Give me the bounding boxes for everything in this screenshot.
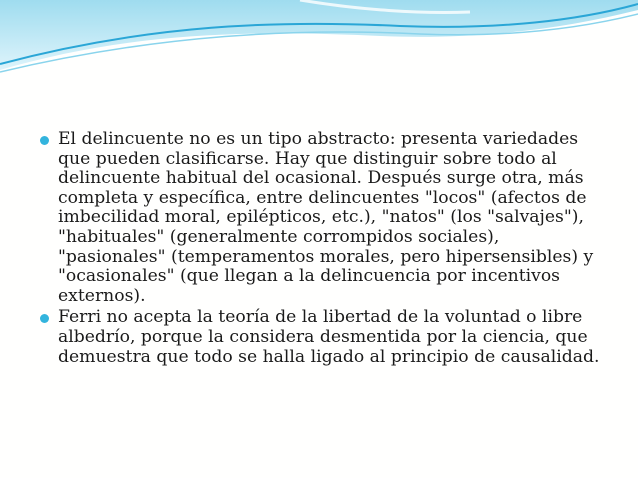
body-content <box>40 130 610 369</box>
bullet-dot-icon <box>40 136 49 145</box>
bullet-text: Ferri no acepta la teoría de la libertad de la voluntad o libre albedrío, porque la considera desmentida por la ciencia, que demuestra que todo se halla ligado al principio de causalidad. <box>58 307 600 367</box>
header-wave-decoration <box>0 0 638 80</box>
bullet-item <box>40 308 610 367</box>
bullet-item <box>40 130 610 306</box>
bullet-text: El delincuente no es un tipo abstracto: presenta variedades que pueden clasificarse. Hay que distinguir sobre todo al delincuente habitual del ocasional. Después surge otra, más completa y específica, entre delincuentes "locos" (afectos de imbecilidad moral, epilépticos, etc.), "natos" (los "salvajes"), "habituales" (generalmente corrompidos sociales), "pasionales" (temperamentos morales, pero hipersensibles) y "ocasionales" (que llegan a la delincuencia por incentivos externos). <box>58 129 594 306</box>
bullet-dot-icon <box>40 314 49 323</box>
bullet-list <box>40 130 610 367</box>
